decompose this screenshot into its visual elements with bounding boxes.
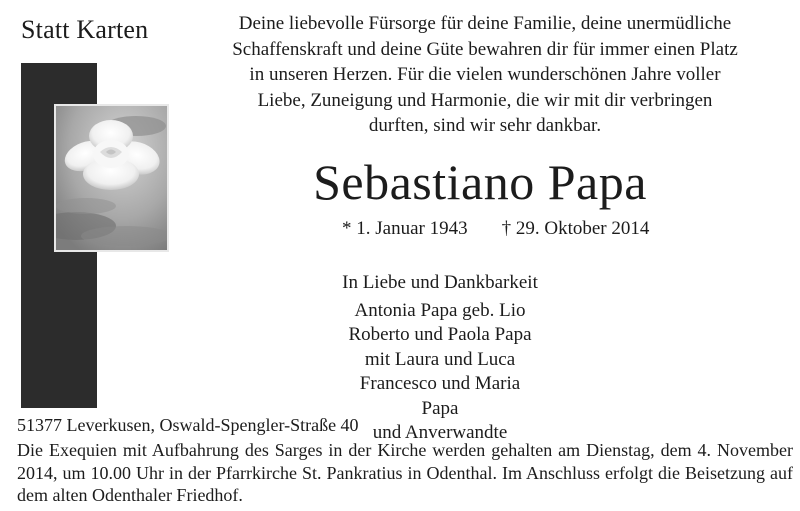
intro-line: in unseren Herzen. Für die vielen wunderschönen Jahre voller <box>249 64 721 86</box>
intro-text <box>190 11 780 139</box>
deceased-name: Sebastiano Papa <box>313 154 647 210</box>
statt-karten-label: Statt Karten <box>21 15 149 44</box>
mourners-heading: In Liebe und Dankbarkeit <box>342 272 538 293</box>
mourner-line: und Anverwandte <box>372 422 508 443</box>
birth-date: * 1. Januar 1943 <box>342 218 468 239</box>
intro-line: Deine liebevolle Fürsorge für deine Familie, deine unermüdliche <box>238 13 732 34</box>
mourner-line: Antonia Papa geb. Lio <box>354 299 526 321</box>
intro-line: durften, sind wir sehr dankbar. <box>368 115 602 137</box>
intro-line: Liebe, Zuneigung und Harmonie, die wir mit dir verbringen <box>257 89 713 111</box>
funeral-notice: Die Exequien mit Aufbahrung des Sarges in der Kirche werden gehalten am Dienstag, dem 4. November 2014, um 10.00 Uhr in der Pfarrkirche St. Pankratius in Odenthal. Im Anschluss erfolgt die Beisetzung auf dem alten Odenthaler Friedhof. <box>17 440 793 505</box>
mourner-line: mit Laura und Luca <box>364 348 516 370</box>
life-dates <box>342 217 649 241</box>
mourners-block <box>340 271 540 446</box>
mourner-line: Roberto und Paola Papa <box>348 324 532 345</box>
death-date: † 29. Oktober 2014 <box>501 218 650 239</box>
intro-line: Schaffenskraft und deine Güte bewahren dir für immer einen Platz <box>232 38 738 60</box>
family-address: 51377 Leverkusen, Oswald-Spengler-Straße 40 <box>17 415 359 435</box>
mourner-line: Francesco und Maria Papa <box>359 373 521 419</box>
